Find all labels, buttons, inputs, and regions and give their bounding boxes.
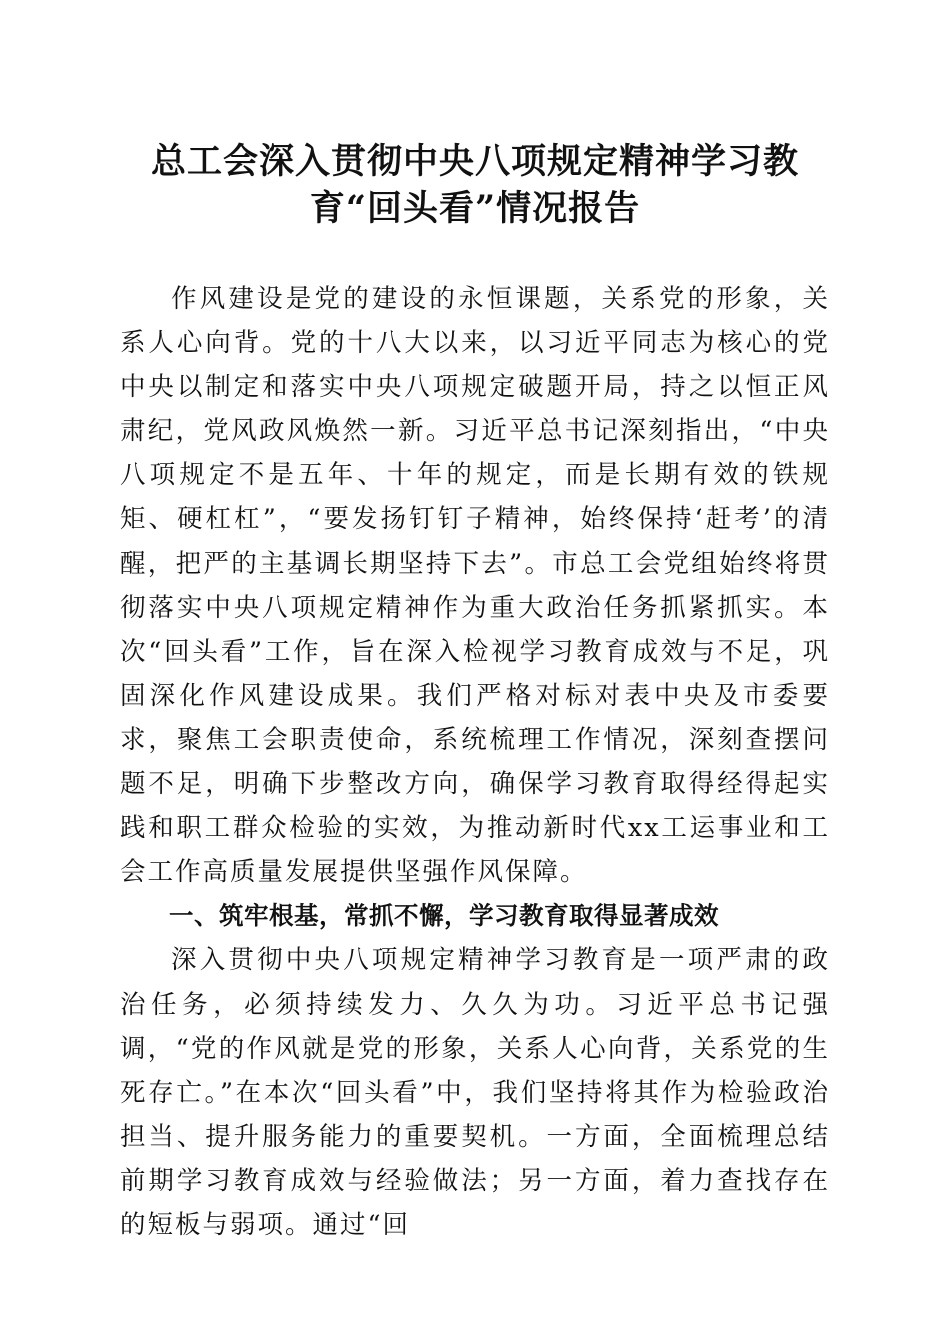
- section-heading: 一、筑牢根基，常抓不懈，学习教育取得显著成效: [169, 901, 719, 931]
- title-line-1: 总工会深入贯彻中央八项规定精神学习教: [150, 141, 799, 182]
- document-title: [120, 138, 830, 232]
- title-line-2: 育“回头看”情况报告: [309, 188, 641, 229]
- intro-paragraph: 作风建设是党的建设的永恒课题，关系党的形象，关系人心向背。党的十八大以来，以习近平同志为核心的党中央以制定和落实中央八项规定破题开局，持之以恒正风肃纪，党风政风焕然一新。习近平总书记深刻指出，“中央八项规定不是五年、十年的规定，而是长期有效的铁规矩、硬杠杠”，“要发扬钉钉子精神，始终保持‘赶考’的清醒，把严的主基调长期坚持下去”。市总工会党组始终将贯彻落实中央八项规定精神作为重大政治任务抓紧抓实。本次“回头看”工作，旨在深入检视学习教育成效与不足，巩固深化作风建设成果。我们严格对标对表中央及市委要求，聚焦工会职责使命，系统梳理工作情况，深刻查摆问题不足，明确下步整改方向，确保学习教育取得经得起实践和职工群众检验的实效，为推动新时代xx工运事业和工会工作高质量发展提供坚强作风保障。: [120, 284, 830, 888]
- section-paragraph: 深入贯彻中央八项规定精神学习教育是一项严肃的政治任务，必须持续发力、久久为功。习近平总书记强调，“党的作风就是党的形象，关系人心向背，关系党的生死存亡。”在本次“回头看”中，我们坚持将其作为检验政治担当、提升服务能力的重要契机。一方面，全面梳理总结前期学习教育成效与经验做法；另一方面，着力查找存在的短板与弱项。通过“回: [120, 945, 830, 1240]
- document-body: [120, 277, 830, 1247]
